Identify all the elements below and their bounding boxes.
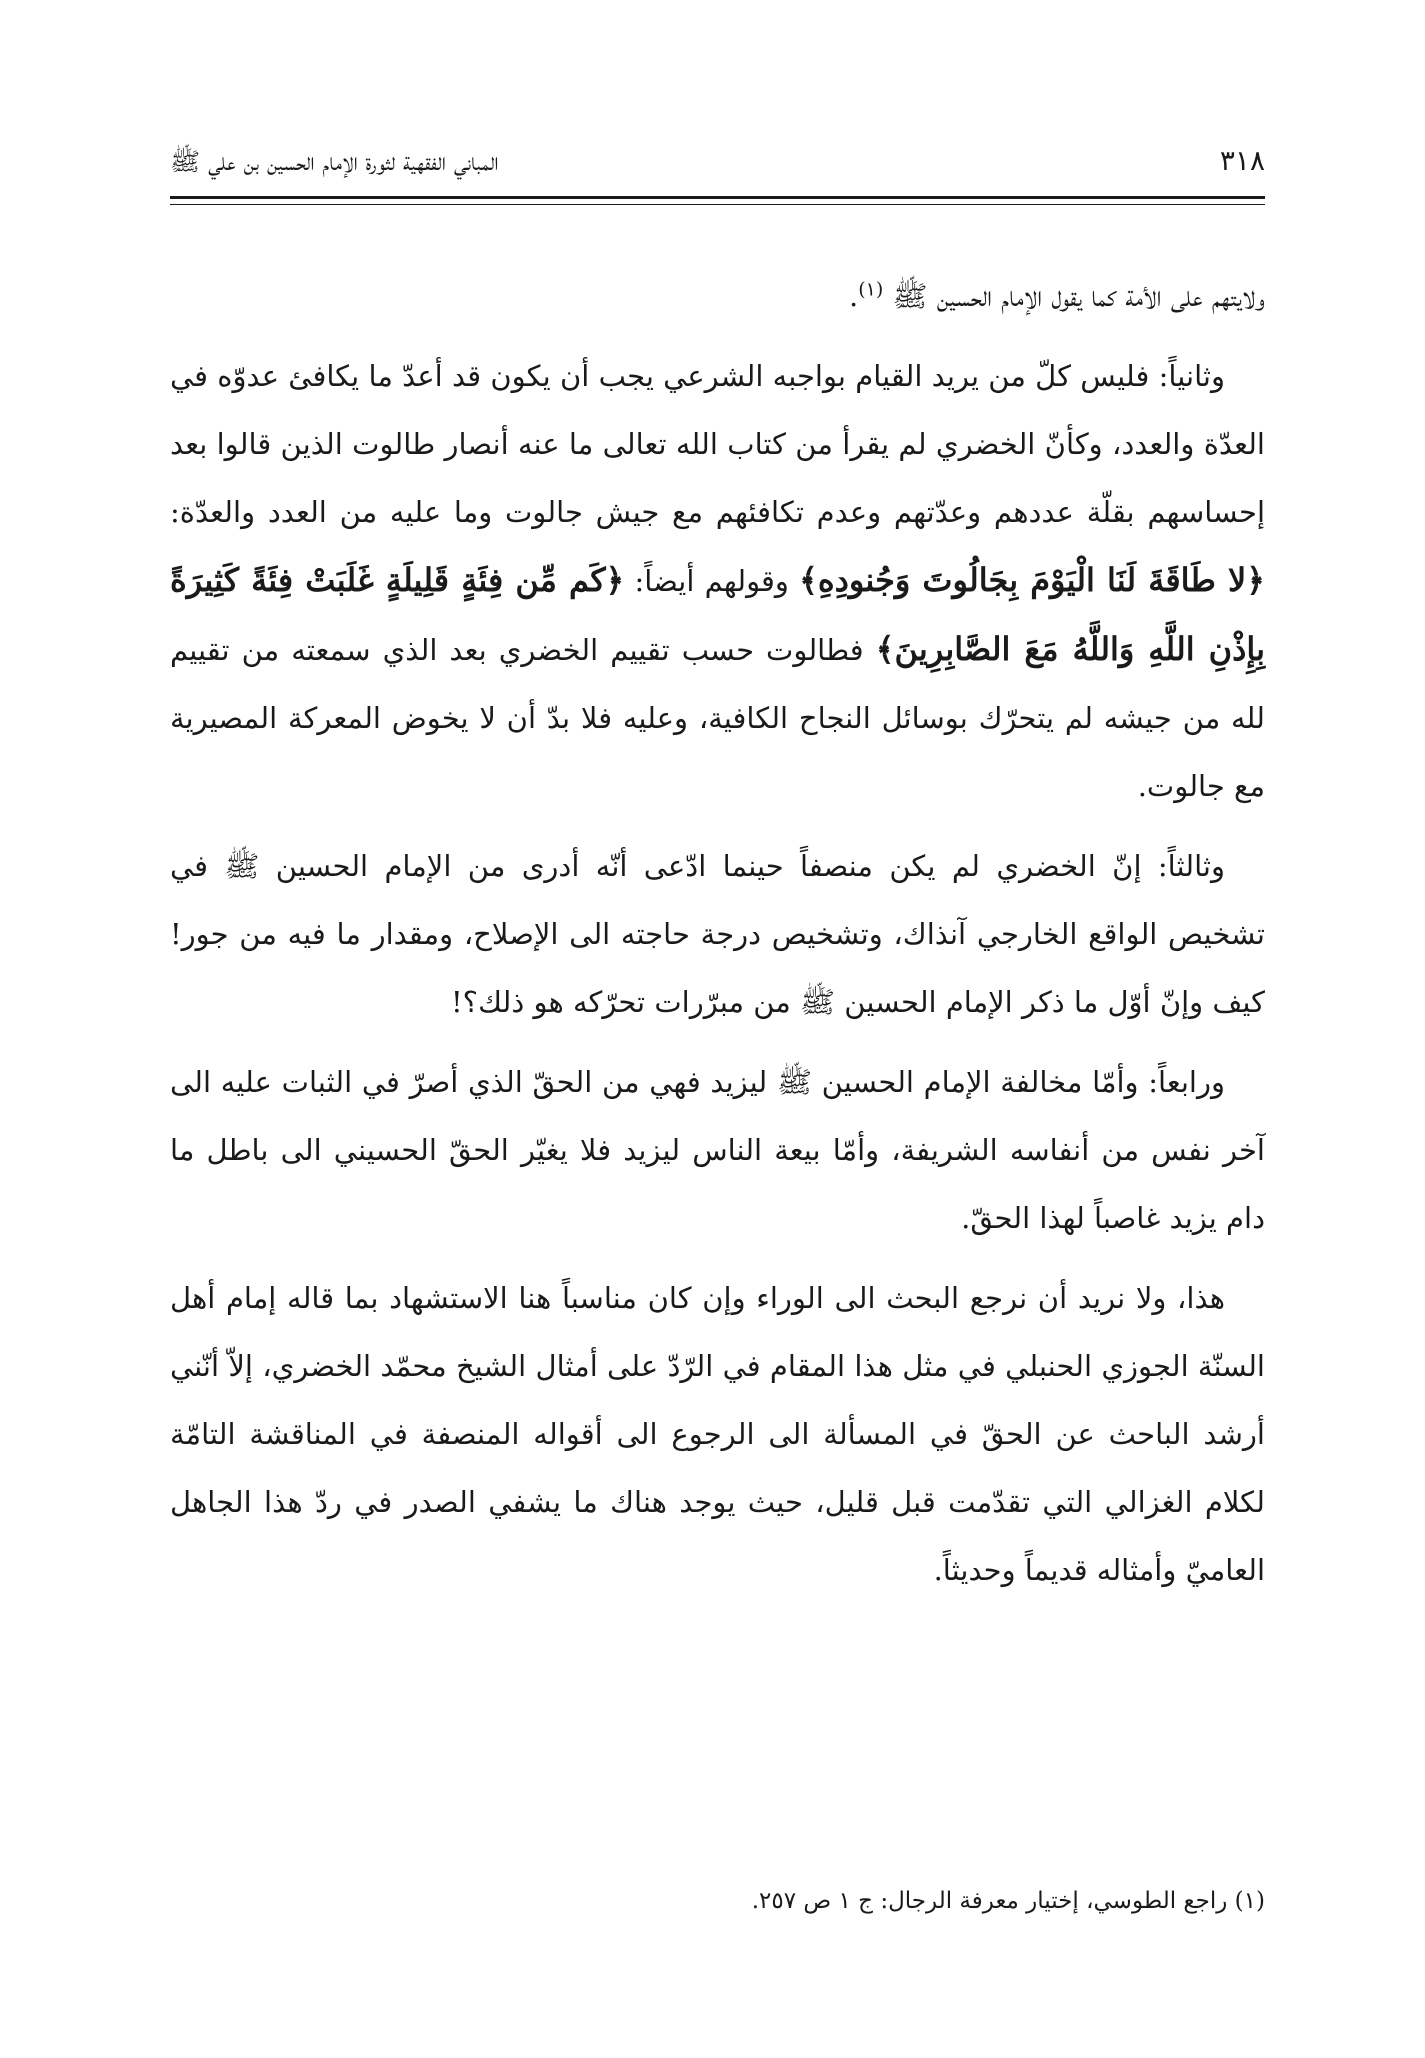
footnote-ref: (١): [858, 278, 884, 301]
body-text: [170, 262, 1265, 1616]
header-rule-thick: [170, 196, 1265, 199]
paragraph-2: [170, 342, 1265, 820]
paragraph-1: [170, 262, 1265, 330]
paragraph-2-text-a: وثانياً: فليس كلّ من يريد القيام بواجبه الشرعي يجب أن يكون قد أعدّ ما يكافئ عدوّه في العدّة والعدد، وكأنّ الخضري لم يقرأ من كتاب الله تعالى ما عنه أنصار طالوت الذين قالوا بعد إحساسهم بقلّة عددهم وعدّتهم وعدم تكافئهم مع جيش جالوت وما عليه من العدد والعدّة:: [170, 359, 1265, 529]
paragraph-3: وثالثاً: إنّ الخضري لم يكن منصفاً حينما ادّعى أنّه أدرى من الإمام الحسين ﷺ في تشخيص الواقع الخارجي آنذاك، وتشخيص درجة حاجته الى الإصلاح، ومقدار ما فيه من جور! كيف وإنّ أوّل ما ذكر الإمام الحسين ﷺ من مبرّرات تحرّكه هو ذلك؟!: [170, 849, 1265, 1019]
paragraph-2-text-c: فطالوت حسب تقييم الخضري بعد الذي سمعته من تقييم لله من جيشه لم يتحرّك بوسائل النجاح الكافية، وعليه فلا بدّ أن لا يخوض المعركة المصيرية مع جالوت.: [170, 633, 1265, 803]
paragraph-2-text-b: وقولهم أيضاً:: [634, 564, 789, 598]
paragraph-5: هذا، ولا نريد أن نرجع البحث الى الوراء وإن كان مناسباً هنا الاستشهاد بما قاله إمام أهل السنّة الجوزي الحنبلي في مثل هذا المقام في الرّدّ على أمثال الشيخ محمّد الخضري، إلاّ أنّني أرشد الباحث عن الحقّ في المسألة الى الرجوع الى أقواله المنصفة في المناقشة التامّة لكلام الغزالي التي تقدّمت قبل قليل، حيث يوجد هناك ما يشفي الصدر في ردّ هذا الجاهل العاميّ وأمثاله قديماً وحديثاً.: [170, 1281, 1265, 1587]
page-number: ٣١٨: [1219, 144, 1265, 177]
paragraph-1-end: .: [849, 279, 859, 313]
paragraph-1-text: ولايتهم على الأمة كما يقول الإمام الحسين ﷺ: [892, 279, 1265, 313]
footnote: (١) راجع الطوسي، إختيار معرفة الرجال: ج ١ ص ٢٥٧.: [751, 1888, 1265, 1914]
page-header: [170, 140, 1265, 196]
quran-verse-2: ﴿كَم مِّن فِئَةٍ قَلِيلَةٍ غَلَبَتْ فِئَةً كَثِيرَةً بِإِذْنِ اللَّهِ وَاللَّهُ مَعَ الصَّابِرِينَ﴾: [170, 561, 1266, 668]
header-rule-thin: [170, 204, 1265, 205]
quran-verse-1: ﴿لا طَاقَةَ لَنَا الْيَوْمَ بِجَالُوتَ وَجُنودِهِ﴾: [799, 561, 1266, 599]
running-title: المباني الفقهية لثورة الإمام الحسين بن علي ﷺ: [170, 147, 499, 176]
paragraph-4: ورابعاً: وأمّا مخالفة الإمام الحسين ﷺ ليزيد فهي من الحقّ الذي أصرّ في الثبات عليه الى آخر نفس من أنفاسه الشريفة، وأمّا بيعة الناس ليزيد فلا يغيّر الحقّ الحسيني الى باطل ما دام يزيد غاصباً لهذا الحقّ.: [170, 1065, 1265, 1235]
